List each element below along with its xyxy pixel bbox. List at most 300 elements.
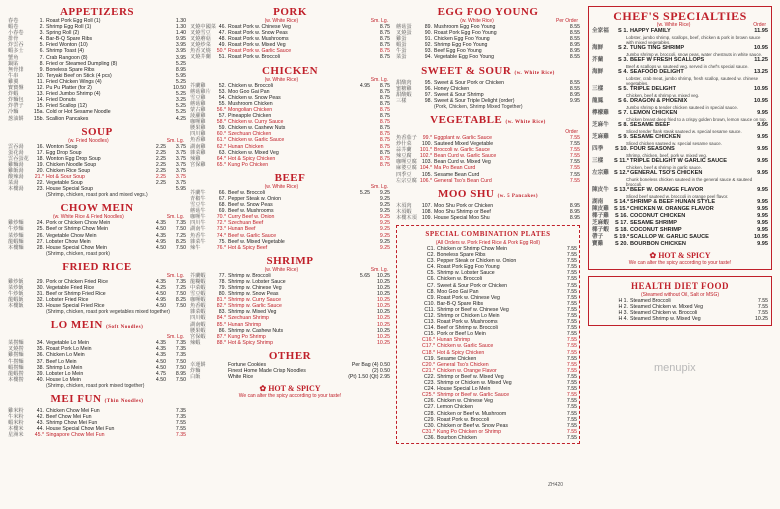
item-price: 7.55 [566, 313, 577, 319]
item-chinese-name: 雪豆牛 [190, 202, 206, 209]
chefs-specialties-order-header: Order [753, 22, 766, 28]
item-price: 7.55 [566, 392, 577, 399]
item-price: 5.25 [175, 91, 186, 98]
mei-fun-list [8, 408, 186, 438]
item-chinese-name: 蘑菇蛋 [396, 24, 412, 30]
item-number: C29. [424, 416, 435, 423]
item-chinese-name: 麻婆豆腐 [396, 165, 417, 172]
item-name: Bean Curd w. Garlic Sauce [434, 153, 497, 160]
soup-section [8, 126, 186, 199]
item-price-small: 4.50 [155, 358, 166, 365]
item-name: Bean Curd w. Mixed Veg [434, 159, 491, 166]
item-price: 9.95 [757, 158, 768, 164]
item-chinese-name: 叉燒蛋 [396, 30, 412, 37]
item-name: Boneless Spare Ribs [437, 252, 486, 259]
item-price-small: 4.50 [155, 303, 166, 310]
item-description: Jumbo shrimp w. broccoli, snow peas, water chestnuts in white sauce. [626, 52, 763, 57]
item-name: Bar-B-Q Spare Ribs [437, 300, 484, 307]
item-name: Sauteed Mixed Vegetable [434, 141, 494, 148]
item-number: 38. [36, 364, 44, 371]
item-name: Shrimp w. Curry Sauce [228, 297, 282, 304]
item-price-large: 3.75 [175, 167, 186, 174]
fried-rice-sm-header: Sm. [166, 272, 176, 279]
item-price: 7.55 [566, 416, 577, 423]
item-chinese-name: 三樣 [592, 86, 604, 92]
item-number: 17. [36, 149, 44, 156]
item-number: C30. [424, 422, 435, 429]
sweet-sour-title [396, 65, 580, 80]
item-price: 9.95 [757, 220, 768, 226]
item-description: Chicken breast deep fried to a crispy golden brown, lemon sauce on top. [626, 117, 767, 122]
item-name: Roast Pork Lo Mein [46, 346, 92, 353]
item-price-large: 8.75 [379, 94, 390, 101]
item-price: 9.95 [757, 122, 768, 128]
item-name: GENERAL TSO'S CHICKEN [630, 170, 703, 176]
item-price: 7.55 [566, 404, 577, 411]
item-chinese-name: 蛋花湯 [8, 149, 24, 156]
item-name: Roast Pork w. Broccoli [228, 54, 280, 61]
item-chinese-name: 菠蘿雞 [190, 113, 206, 120]
vegetable-section [396, 114, 580, 184]
item-name: Shrimp w. Garlic Sauce [228, 303, 282, 310]
item-chinese-name: 牛撈麵 [8, 358, 24, 365]
chow-mein-sm-header: Sm. [166, 214, 176, 221]
item-number: 45.* [34, 432, 44, 439]
item-name: Steamed Chicken w. Broccoli [630, 310, 698, 317]
item-price-large: 9.25 [379, 244, 390, 251]
item-name: Hot & Sour Soup [46, 174, 85, 181]
item-name: TRIPLE DELIGHT [630, 86, 676, 92]
item-price-large: 8.75 [379, 149, 390, 156]
item-name: House Special Fried Rice [46, 303, 105, 310]
item-price: 3.25 [175, 97, 186, 104]
item-name: Beef Lo Mein [46, 358, 77, 365]
item-chinese-name: 左宗雞 [592, 170, 609, 176]
item-number: 2. [39, 24, 44, 31]
menu-item [592, 158, 768, 165]
item-chinese-name: 湖南 [592, 199, 604, 205]
item-number: 81.* [216, 297, 226, 304]
beef-section [190, 172, 390, 251]
item-name: Pineapple Chicken [228, 113, 272, 120]
item-name: Shrimp w. Lobster Sauce [437, 270, 495, 277]
item-chinese-name: 蝦撈麵 [8, 364, 24, 371]
item-number: 5. [39, 42, 44, 49]
item-price-large: 8.75 [379, 125, 390, 132]
item-price-large: 7.35 [175, 278, 186, 285]
menu-item [592, 227, 768, 234]
item-chinese-name: 雞撈麵 [8, 352, 24, 359]
menu-item [592, 199, 768, 206]
item-price-large: 9.25 [379, 195, 390, 202]
item-number: 12. [36, 85, 44, 92]
item-name: Vegetable Chow Mein [46, 232, 97, 239]
item-chinese-name: 本樓麵 [8, 244, 24, 251]
item-price: 8.55 [569, 36, 580, 43]
item-name: LEMON CHICKEN [630, 110, 678, 116]
item-name: Beef or Shrimp Fried Rice [46, 291, 106, 297]
health-diet-list [592, 298, 768, 322]
soup-lg-header: Lg. [177, 137, 184, 144]
item-number: C4. [426, 264, 435, 271]
menu-item [396, 178, 580, 184]
item-name: BOURBON CHICKEN [630, 241, 686, 247]
item-name: Moo Shu Pork or Chicken [434, 202, 494, 209]
item-number: 50.* [216, 48, 226, 55]
right-hot-spicy-note: We can alter the spicy according to your taste! [628, 260, 732, 266]
menu-item [592, 146, 768, 153]
item-name: Roast Pork w. Broccoli [437, 416, 489, 423]
item-price: 7.55 [566, 428, 577, 435]
item-number: 37. [36, 358, 44, 365]
item-name: Crab Rangoon (8) [46, 54, 88, 61]
item-price: 7.55 [566, 258, 577, 265]
item-name: SHRIMP & BEEF HUNAN STYLE [630, 199, 716, 205]
item-number: 55. [218, 100, 226, 107]
item-name: Fried Jumbo Shrimp (4) [46, 91, 101, 98]
item-name: Hunan Beef [228, 226, 256, 233]
item-number: C14. [424, 325, 435, 332]
vegetable-subtitle: (w. White Rice) [505, 119, 546, 125]
item-chinese-name: 三樣 [396, 97, 407, 104]
item-number: S 9. [618, 134, 628, 140]
item-number: 87.* [216, 333, 226, 340]
item-price: 7.55 [566, 349, 577, 356]
item-price: 7.55 [566, 300, 577, 307]
item-price: 7.55 [566, 276, 577, 283]
item-name: Beef w. Mushrooms [228, 208, 274, 215]
sweet-sour-subtitle: (w. White Rice) [514, 70, 555, 76]
item-name: Vegetable Egg Foo Young [434, 54, 494, 61]
item-price: 4.25 [175, 115, 186, 122]
item-name: Shrimp or Beef w. Chinese Veg [437, 306, 509, 313]
item-number: 109. [421, 214, 432, 221]
item-name: Mushroom Chicken [228, 100, 273, 107]
item-number: 24. [36, 220, 44, 227]
item-name: General Tso's Bean Curd [434, 177, 492, 184]
item-price-small [352, 54, 370, 60]
item-chinese-name: 幸運餅 [190, 361, 206, 368]
item-name: Kung Po Shrimp [228, 333, 266, 340]
soup-note: (Shrimp, chicken, roast pork and mixed vegs.) [46, 192, 148, 199]
item-price: 9.95 [757, 206, 768, 212]
item-number: 29. [36, 278, 44, 285]
item-name: SESAME CHICKEN [630, 134, 681, 140]
item-name: Hunan Chicken [228, 143, 264, 150]
item-price-small: 2.25 [155, 167, 166, 174]
item-chinese-name: 蒙古雞 [190, 106, 206, 113]
shrimp-subtitle: (w. White Rice) [264, 266, 299, 273]
item-price: (Pt) 1.50 (Qt) 2.95 [348, 374, 390, 381]
item-number: H 4. [618, 316, 628, 323]
item-number: 80. [218, 291, 226, 298]
item-price: 8.95 [569, 91, 580, 98]
menu-item [396, 215, 580, 221]
item-price-large: 10.25 [377, 333, 390, 340]
item-price: 8.95 [569, 208, 580, 215]
item-chinese-name: 湖南雞 [190, 143, 206, 150]
lo-mein-title [8, 319, 186, 334]
item-price-small: 5.25 [359, 189, 370, 196]
item-price-small: 4.35 [155, 220, 166, 227]
item-price-large: 7.50 [175, 364, 186, 371]
item-chinese-name: 雞飯湯 [8, 167, 24, 174]
chefs-specialties-subtitle: (w. White Rice) [656, 22, 691, 28]
item-number: S 20. [614, 241, 628, 247]
item-price-small: 4.50 [155, 364, 166, 371]
menu-item [592, 234, 768, 241]
item-chinese-name: 宮保蝦 [190, 333, 206, 340]
item-name: FOUR SEASONS [630, 146, 675, 152]
item-name: Shrimp w. Lobster Sauce [228, 278, 286, 285]
item-number: 98. [424, 97, 432, 104]
item-name: Cold or Hot Sesame Noodle [46, 109, 111, 116]
item-number: H 2. [618, 304, 628, 311]
item-chinese-name: 椰子蝦 [592, 227, 609, 233]
item-chinese-name: 宮保雞 [190, 161, 206, 168]
item-chinese-name: 雞蛋 [396, 36, 407, 43]
item-chinese-name: 四季豆 [396, 171, 412, 178]
item-price-small: 4.35 [155, 346, 166, 353]
item-chinese-name [592, 316, 614, 322]
item-price: 10.25 [755, 316, 768, 323]
beef-title: BEEF [274, 171, 306, 184]
item-name: Shrimp w. Broccoli [228, 272, 271, 279]
chili-icon: ✿ [259, 384, 267, 394]
item-chinese-name: 木須肉 [396, 202, 412, 209]
item-chinese-name: 辣蝦 [190, 339, 201, 346]
item-price: 7.55 [566, 270, 577, 277]
menu-item [190, 374, 390, 380]
item-name: SCALLOP W. GARLIC SAUCE [630, 234, 709, 240]
item-chinese-name: 龍鳳 [592, 98, 604, 104]
item-number: 59. [218, 125, 226, 132]
item-number: 31. [36, 291, 44, 297]
item-name: SESAME BEEF [630, 122, 671, 128]
item-name: Sweet & Sour Pork or Chicken [437, 282, 508, 289]
column-4 [588, 6, 772, 326]
item-number: 67. [218, 195, 226, 202]
menu-item [592, 206, 768, 213]
appetizers-section [8, 6, 186, 122]
item-price-large: 9.25 [379, 232, 390, 239]
item-price: 8.95 [175, 66, 186, 73]
item-number: C13. [424, 319, 435, 326]
item-name: Chicken or Beef w. Mushroom [437, 410, 507, 417]
column-3 [396, 6, 580, 444]
item-price-large: 5.95 [175, 186, 186, 193]
item-name: House Special Lo Mein [437, 386, 491, 393]
item-chinese-name: 龍蝦麵 [8, 238, 24, 245]
item-chinese-name: 排骨 [8, 36, 19, 43]
item-price-small [352, 340, 370, 346]
item-chinese-name: 菜炒麵 [8, 232, 24, 239]
item-name: Broccoli w. Garlic Sauce [434, 147, 490, 154]
soup-subtitle: (w. Fried Noodles) [68, 137, 109, 144]
item-name: House Special Chow Mein [46, 244, 107, 251]
item-chinese-name: 咖喱蝦 [190, 297, 206, 304]
item-name: White Rice [228, 374, 254, 381]
item-chinese-name: 本樓木須 [396, 214, 417, 221]
item-price-large: 8.75 [379, 48, 390, 55]
soup-title: SOUP [81, 125, 113, 138]
shrimp-section [190, 255, 390, 346]
item-number: 7. [39, 54, 44, 61]
egg-foo-young-order-header: Per Order [556, 18, 578, 24]
item-name: Finest Home Made Crisp Noodles [228, 368, 306, 375]
item-price-large: 7.35 [175, 340, 186, 347]
item-name: TRIPLE DELIGHT W GARLIC SAUCE [630, 158, 727, 164]
item-name: House Special Chow Mei Fun [46, 426, 115, 433]
menu-item [592, 122, 768, 129]
item-chinese-name: 炸蝦 [8, 91, 19, 98]
item-price: 8.95 [569, 48, 580, 55]
item-chinese-name: 陳皮雞 [592, 206, 609, 212]
item-price: 9.95 [757, 110, 768, 116]
item-chinese-name: 海鮮 [592, 69, 604, 75]
item-name: Boneless Spare Ribs [46, 66, 95, 73]
health-diet-box [588, 276, 772, 326]
item-price: 9.95 [757, 134, 768, 140]
combination-plates-box [396, 225, 580, 444]
beef-list [190, 190, 390, 251]
item-name: Lemon Chicken [437, 404, 474, 411]
item-number: S 19.* [614, 234, 630, 240]
pork-sm-header: Sm. [370, 18, 380, 24]
item-chinese-name: 牛炒飯 [8, 291, 24, 297]
item-name: Roast Pork w. Chinese Veg [437, 294, 500, 301]
item-price: 8.95 [569, 202, 580, 209]
item-chinese-name: 蘑菇雞 [190, 100, 206, 107]
item-price-small [148, 186, 166, 192]
item-number: C18.* [422, 349, 435, 356]
item-price: 9.95 [569, 97, 580, 104]
item-name: Sweet & Sour Shrimp [434, 91, 484, 98]
item-name: House Special Soup [46, 186, 94, 193]
item-chinese-name: 檸檬雞 [592, 110, 609, 116]
item-number: C6. [426, 276, 435, 283]
item-name: Sesame Chicken [437, 355, 477, 362]
item-number: S 3. [618, 57, 628, 63]
item-price: 5.25 [175, 78, 186, 85]
item-chinese-name: 三樣 [592, 158, 604, 164]
item-price-large: 9.25 [379, 214, 390, 221]
item-number: 48. [218, 36, 226, 43]
item-chinese-name: 炸麵 [190, 368, 201, 375]
item-price: 7.55 [566, 373, 577, 380]
mei-fun-title [8, 393, 186, 408]
item-number: C31.* [422, 428, 435, 435]
item-price-small: 2.25 [155, 161, 166, 168]
lo-mein-note: (Shrimp, chicken, roast pork mixed together) [46, 382, 145, 389]
item-chinese-name: 辣牛 [190, 244, 201, 251]
item-price-large: 10.25 [377, 309, 390, 316]
item-number: 90. [424, 30, 432, 37]
item-price: 7.55 [566, 380, 577, 387]
item-price: 8.55 [569, 79, 580, 86]
item-name: Beef Egg Foo Young [434, 48, 482, 55]
item-price: 7.55 [175, 426, 186, 433]
item-number: 22. [36, 180, 44, 187]
item-name: Shrimp or Beef w. Garlic Sauce [437, 392, 510, 399]
item-price-large: 8.75 [379, 155, 390, 162]
item-chinese-name: 左宗豆腐 [396, 177, 417, 184]
item-name: Beef w. Broccoli [228, 189, 265, 196]
item-price: 10.95 [754, 86, 768, 92]
item-name: Chicken Chow Mei Fun [46, 407, 100, 414]
item-price-small: 4.95 [155, 238, 166, 245]
item-chinese-name: 雞炒飯 [8, 278, 24, 285]
footer-code: ZH420 [548, 482, 564, 488]
item-chinese-name: 雞炒麵 [8, 220, 24, 227]
item-price-small: 2.25 [155, 155, 166, 162]
item-chinese-name: 葱油餅 [8, 115, 24, 122]
item-price-large: 9.25 [379, 202, 390, 209]
item-price-large: 8.75 [379, 106, 390, 113]
pork-list [190, 24, 390, 61]
item-name: Chicken w. Curry Sauce [228, 119, 284, 126]
item-chinese-name: 小春卷 [8, 30, 24, 37]
item-price-large: 3.75 [175, 149, 186, 156]
item-number: S 8. [618, 122, 628, 128]
item-number: 73.* [216, 226, 226, 233]
item-chinese-name: 蝦卷 [8, 24, 19, 31]
chefs-specialties-title: CHEF'S SPECIALTIES [613, 9, 747, 23]
item-chinese-name: 湖南蝦 [190, 321, 206, 328]
item-chinese-name: 無骨排 [8, 66, 24, 73]
pork-title: PORK [273, 6, 307, 18]
vegetable-order-header: Order [565, 128, 578, 135]
item-price-small: 2.25 [155, 174, 166, 181]
item-number: S 11.* [614, 158, 629, 164]
item-price: 8.55 [569, 54, 580, 61]
item-description: Sliced beef sauteed w. broccoli in orange peel flavor. [626, 194, 729, 199]
item-description: Sliced chicken sauteed w. special sesame sauce. [626, 141, 722, 146]
item-number: 32. [36, 297, 44, 304]
item-name: Chicken w. Garlic Sauce [228, 137, 285, 144]
shrimp-lg-header: Lg. [381, 266, 388, 273]
item-name: Roast Pork w. Mixed Veg [228, 42, 286, 49]
menu-item [396, 54, 580, 60]
menu-item [592, 110, 768, 117]
item-price-large: 7.50 [175, 358, 186, 365]
item-chinese-name: 魚香牛 [190, 232, 206, 239]
item-number: 78. [218, 278, 226, 285]
item-number: 85.* [216, 321, 226, 328]
item-price: 9.95 [757, 187, 768, 193]
item-name: House Special Moo Shu [434, 214, 490, 221]
item-name: Hot & Spicy Chicken [228, 155, 276, 162]
item-chinese-name: 魚香叉燒 [190, 48, 211, 55]
item-number: 61.* [216, 137, 226, 144]
item-name: BEEF W. ORANGE FLAVOR [630, 187, 704, 193]
item-price-large: 9.25 [379, 238, 390, 245]
item-price-large: 7.50 [175, 303, 186, 310]
mei-fun-section [8, 393, 186, 438]
item-number: 30. [36, 284, 44, 291]
item-name: Chicken w. Snow Peas [228, 94, 281, 101]
item-name: Hot & Spicy Shrimp [228, 339, 273, 346]
item-chinese-name: 牛串 [8, 72, 19, 79]
item-price-large: 9.25 [379, 226, 390, 233]
menu-item [592, 170, 768, 177]
item-price-large: 7.35 [175, 346, 186, 353]
item-price: 7.55 [566, 422, 577, 429]
item-price-small [352, 162, 370, 168]
other-title: OTHER [268, 349, 312, 362]
item-name: Pepper Steak or Chicken w. Onion [437, 258, 517, 265]
fried-rice-list [8, 279, 186, 309]
